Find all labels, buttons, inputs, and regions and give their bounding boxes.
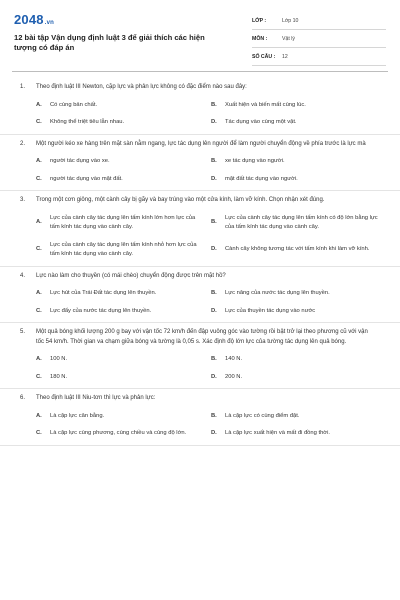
question-text: Một quả bóng khối lượng 200 g bay với vận tốc 72 km/h đến đập vuông góc vào tường rồi bật trở lại theo phương cũ với vận tốc 54 km/h. Thời gian va chạm giữa bóng và tường là 0,05 s. Xác định độ lớn lực của tường tác dụng lên quả bóng. — [36, 329, 368, 345]
question-text: Trong một cơn giông, một cành cây bị gãy và bay trúng vào một cửa kính, làm vỡ kính. Chọn nhận xét đúng. — [36, 197, 325, 203]
question-number: 5. — [20, 329, 26, 335]
meta-row-subject — [252, 30, 386, 48]
meta-value: 12 — [282, 53, 288, 60]
option-d[interactable]: D. Là cặp lực xuất hiện và mất đi đồng thời. — [211, 430, 331, 436]
option-d[interactable]: D. Tác dụng vào cùng một vật. — [211, 119, 297, 125]
question-list — [0, 78, 400, 446]
option-a[interactable]: A. 100 N. — [36, 356, 68, 362]
question-number: 2. — [20, 140, 26, 147]
site-logo[interactable]: 2048.vn — [14, 12, 55, 27]
option-b[interactable]: B. Xuất hiện và biến mất cùng lúc. — [211, 101, 306, 108]
question-text: Một người kéo xe hàng trên mặt sàn nằm ngang, lực tác dụng lên người để làm người chuyển động về phía trước là lực mà — [36, 140, 366, 147]
meta-value: Lớp 10 — [282, 17, 299, 24]
question-2 — [0, 135, 400, 192]
meta-value: Vật lý — [282, 35, 295, 42]
header-divider — [12, 71, 388, 72]
question-number: 6. — [20, 395, 26, 401]
option-b[interactable]: B. xe tác dụng vào người. — [211, 158, 285, 164]
meta-row-count — [252, 48, 386, 66]
question-1 — [0, 78, 400, 135]
question-number: 1. — [20, 84, 26, 90]
option-c[interactable]: C. 180 N. — [36, 373, 68, 380]
meta-key: MÔN : — [252, 35, 268, 42]
option-d[interactable]: D. Lực của thuyền tác dụng vào nước — [211, 307, 316, 314]
option-c[interactable]: C. Lực đẩy của nước tác dụng lên thuyền. — [36, 307, 152, 314]
question-5 — [0, 323, 400, 389]
option-d[interactable]: D. mặt đất tác dụng vào người. — [211, 175, 298, 182]
option-a[interactable]: A. người tác dụng vào xe. — [36, 158, 110, 164]
question-text: Lực nào làm cho thuyền (có mái chèo) chuyển động được trên mặt hồ? — [36, 272, 226, 279]
option-c[interactable]: C. người tác dụng vào mặt đất. — [36, 175, 123, 182]
option-d[interactable]: D. Cành cây không tương tác với tấm kính khi làm vỡ kính. — [211, 246, 370, 253]
question-text: Theo định luật III Newton, cặp lực và phản lực không có đặc điểm nào sau đây: — [36, 84, 247, 90]
option-b[interactable]: B. Lực của cành cây tác dụng lên tấm kính có độ lớn bằng lực của tấm kính tác dụng vào cành cây. — [211, 214, 378, 230]
option-a[interactable]: A. Lực của cành cây tác dụng lên tấm kính lớn hơn lực của tấm kính tác dụng vào cành cây. — [36, 214, 196, 230]
option-b[interactable]: B. Lực nâng của nước tác dụng lên thuyền. — [211, 290, 330, 296]
option-a[interactable]: A. Có cùng bản chất. — [36, 101, 98, 108]
option-a[interactable]: A. Là cặp lực cân bằng. — [36, 412, 105, 419]
question-text: Theo định luật III Niu-tơn thì lực và phản lực: — [36, 395, 156, 401]
meta-row-class — [252, 12, 386, 30]
option-c[interactable]: C. Là cặp lực cùng phương, cùng chiều và cùng độ lớn. — [36, 430, 187, 436]
question-number: 4. — [20, 272, 26, 279]
option-d[interactable]: D. 200 N. — [211, 373, 243, 380]
option-c[interactable]: C. Lực của cành cây tác dụng lên tấm kính nhỏ hơn lực của tấm kính tác dụng vào cành cây. — [36, 241, 197, 257]
option-b[interactable]: B. Là cặp lực có cùng điểm đặt. — [211, 412, 300, 419]
question-3 — [0, 191, 400, 267]
meta-key: LỚP : — [252, 17, 267, 24]
header — [0, 0, 400, 64]
meta-key: SỐ CÂU : — [252, 53, 276, 60]
question-6 — [0, 389, 400, 446]
question-number: 3. — [20, 197, 26, 203]
option-c[interactable]: C. Không thể triệt tiêu lẫn nhau. — [36, 119, 125, 125]
question-4 — [0, 267, 400, 324]
option-b[interactable]: B. 140 N. — [211, 356, 243, 362]
document-title: 12 bài tập Vận dụng định luật 3 để giải thích các hiện tượng có đáp án — [14, 33, 205, 52]
meta-table — [252, 12, 386, 66]
option-a[interactable]: A. Lực hút của Trái Đất tác dụng lên thuyền. — [36, 290, 157, 296]
